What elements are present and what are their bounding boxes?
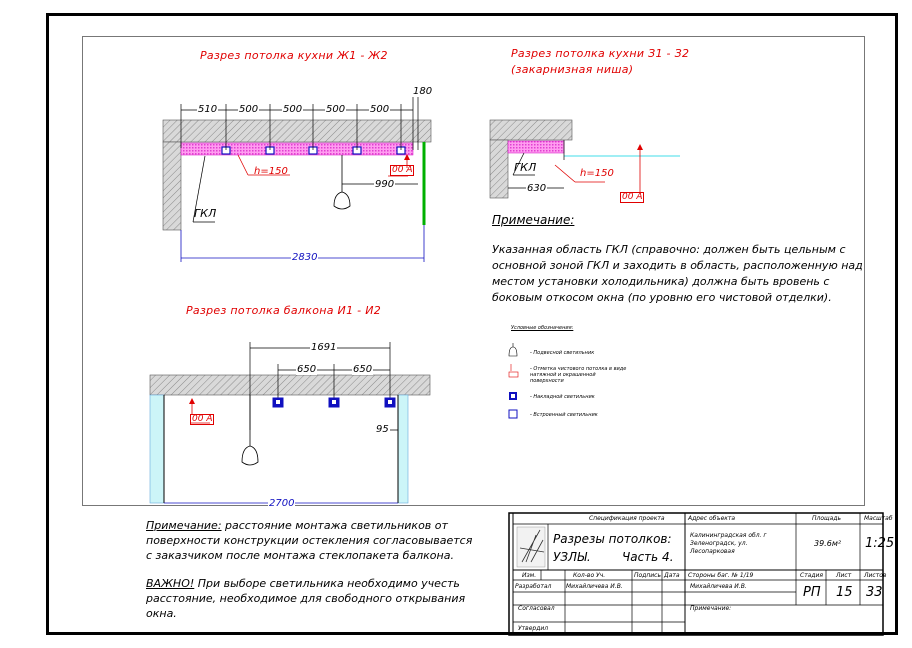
legend-item: - Подвесной светильник (530, 350, 595, 356)
legend-symbols (509, 343, 518, 418)
kitchen-zh-height: h=150 (254, 166, 288, 177)
tb-scale-value: 1:25 (865, 536, 895, 551)
note-bottom-line: с заказчиком после монтажа стеклопакета балкона. (146, 549, 454, 562)
kitchen-z-title: Разрез потолка кухни З1 - З2 (511, 47, 690, 60)
tb-sheet-value: 15 (836, 585, 853, 600)
dim-650a: 650 (297, 364, 317, 375)
tb-title-1: Разрезы потолков: (553, 532, 672, 546)
dim-1691: 1691 (311, 342, 337, 353)
tb-sheet-heading: Лист (836, 572, 852, 579)
dim-2830: 2830 (292, 252, 318, 263)
tb-title-2: УЗЛЫ. (553, 550, 591, 564)
tb-sheets-value: 33 (866, 585, 883, 600)
balcony-mark: 00 А (192, 414, 213, 424)
warning-line: расстояние, необходимое для свободного открывания (146, 592, 466, 605)
note-right-line: боковым откосом окна (по уровню его чистовой отделки). (492, 291, 832, 304)
tb-scale-heading: Масштаб (864, 515, 893, 522)
tb-area-heading: Площадь (812, 515, 842, 522)
kitchen-zh-section (163, 92, 431, 262)
legend-item: - Накладной светильник (530, 394, 595, 400)
kitchen-z-gkl: ГКЛ (514, 161, 537, 174)
dim-500d: 500 (370, 104, 390, 115)
warning-line: окна. (146, 607, 177, 620)
tb-addr-heading: Адрес объекта (688, 515, 736, 522)
kitchen-z-height: h=150 (580, 168, 614, 179)
note-right-line: Указанная область ГКЛ (справочно: должен быть цельным с (492, 243, 846, 256)
note-right-line: основной зоной ГКЛ и заходить в область, расположенную над (492, 259, 863, 272)
balcony-title: Разрез потолка балкона И1 - И2 (186, 304, 382, 317)
note-bottom-line-1 (146, 518, 448, 533)
note-right-heading: Примечание: (492, 213, 575, 227)
tb-addr-2: Зеленоградск, ул. (690, 540, 748, 547)
dim-2700: 2700 (269, 498, 295, 509)
tb-sheets-heading: Листов (864, 572, 887, 579)
dim-630: 630 (527, 183, 547, 194)
note-bottom-heading: Примечание: (146, 519, 222, 532)
tb-col-kol: Кол-во Уч. (573, 572, 606, 579)
kitchen-zh-mark: 00 А (392, 165, 413, 175)
tb-spec: Спецификация проекта (589, 515, 665, 522)
dim-500b: 500 (283, 104, 303, 115)
warning-line-1 (146, 576, 460, 591)
dim-500c: 500 (326, 104, 346, 115)
tb-sogl: Согласовал (518, 605, 555, 612)
kitchen-zh-gkl: ГКЛ (194, 207, 217, 220)
kitchen-z-section (490, 120, 680, 198)
tb-col-date: Дата (664, 572, 680, 579)
warning-heading: ВАЖНО! (146, 577, 195, 590)
tb-area-value: 39.6м² (814, 539, 842, 548)
tb-addr-1: Калининградская обл. г (690, 532, 767, 539)
tb-col-sign: Подпись (634, 572, 661, 579)
tb-stage-value: РП (803, 585, 821, 600)
tb-col-izm: Изм. (522, 572, 537, 579)
dim-500a: 500 (239, 104, 259, 115)
tb-addr-3: Лесопарковая (690, 548, 735, 555)
kitchen-z-mark: 00 А (622, 192, 643, 202)
dim-990: 990 (375, 179, 395, 190)
company-logo (517, 527, 545, 567)
tb-stage-heading: Стадия (800, 572, 824, 579)
tb-col-pages: Стороны баг. № 1/19 (688, 572, 754, 579)
kitchen-zh-title: Разрез потолка кухни Ж1 - Ж2 (200, 49, 388, 62)
dim-510: 510 (198, 104, 218, 115)
legend-item: - Отметка чистового потолка в виде натяжной и окрашенной поверхности (530, 366, 627, 384)
note-bottom-line: поверхности конструкции остекления согласовывается (146, 534, 473, 547)
legend-heading: Условные обозначения: (511, 325, 574, 331)
dim-180: 180 (413, 86, 433, 97)
tb-razrab: Разработал (515, 583, 552, 590)
note-right-line: местом установки холодильника) должна быть вровень с (492, 275, 830, 288)
warning-text: При выборе светильника необходимо учесть (194, 577, 460, 590)
tb-razrab-name: Михайличева И.В. (566, 583, 623, 590)
dim-650b: 650 (353, 364, 373, 375)
tb-note: Примечание: (690, 605, 732, 612)
kitchen-z-subtitle: (закарнизная ниша) (511, 63, 634, 76)
note-bottom-text: расстояние монтажа светильников от (221, 519, 448, 532)
tb-title-3: Часть 4. (622, 550, 674, 564)
dim-95: 95 (376, 424, 389, 435)
tb-utv: Утвердил (518, 625, 549, 632)
tb-author: Михайличева И.В. (690, 583, 747, 590)
legend-item: - Встроенный светильник (530, 412, 598, 418)
